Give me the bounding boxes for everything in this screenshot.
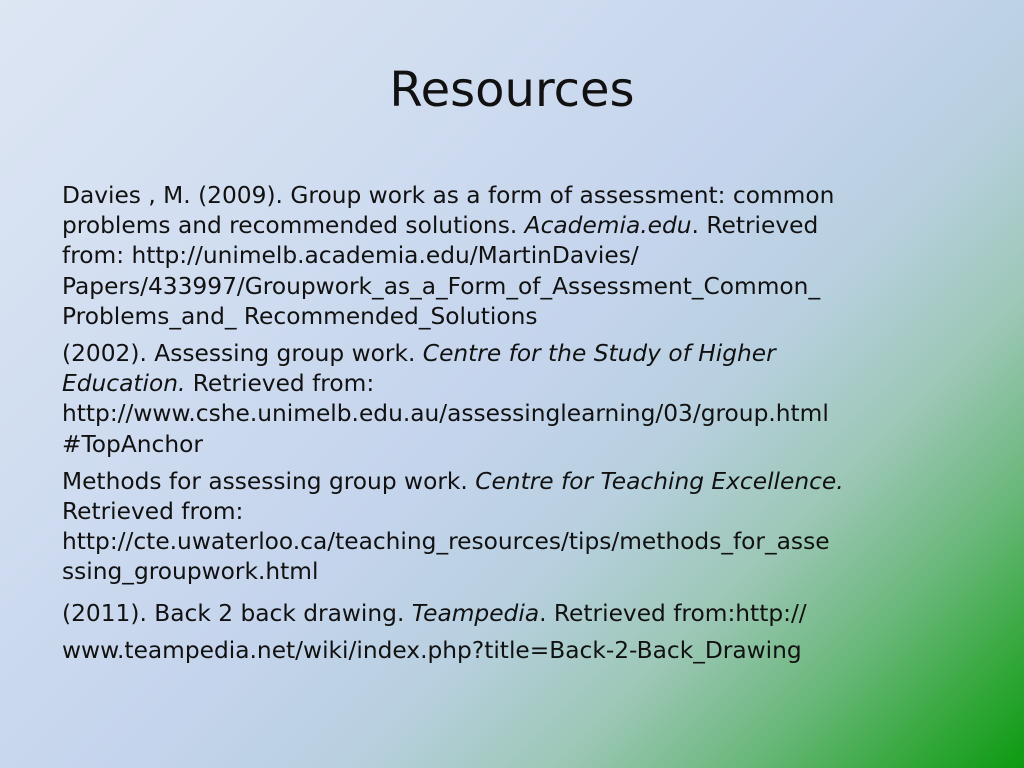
reference-uwaterloo: [62, 467, 972, 588]
reference-line: [62, 241, 972, 271]
reference-text: (2002). Assessing group work.: [62, 340, 423, 368]
reference-cshe: [62, 339, 972, 460]
reference-line: [62, 302, 972, 332]
reference-text: (2011). Back 2 back drawing.: [62, 599, 412, 627]
reference-line: [62, 527, 972, 557]
reference-source-title: Academia.edu: [524, 212, 692, 240]
reference-url: #TopAnchor: [62, 430, 203, 458]
references-list: [62, 181, 972, 676]
reference-line: [62, 430, 972, 460]
reference-text: . Retrieved: [691, 212, 819, 240]
reference-line: [62, 369, 972, 399]
reference-line: [62, 211, 972, 241]
reference-source-title: Centre for the Study of Higher: [422, 340, 776, 368]
reference-text: Methods for assessing group work.: [62, 467, 476, 495]
reference-url: Problems_and_ Recommended_Solutions: [62, 302, 538, 330]
reference-line: [62, 181, 972, 211]
reference-line: [62, 399, 972, 429]
reference-line: [62, 557, 972, 587]
reference-line: [62, 497, 972, 527]
reference-text: problems and recommended solutions.: [62, 212, 525, 240]
reference-url: Papers/433997/Groupwork_as_a_Form_of_Assessment_Common_: [62, 272, 821, 300]
reference-source-title: Centre for Teaching Excellence.: [475, 467, 844, 495]
reference-line: [62, 272, 972, 302]
slide-title: Resources: [389, 62, 635, 118]
reference-teampedia: [62, 595, 972, 669]
reference-line: [62, 467, 972, 497]
reference-url: http://cte.uwaterloo.ca/teaching_resources/tips/methods_for_asse: [62, 528, 830, 556]
reference-line: [62, 632, 972, 669]
reference-url: ssing_groupwork.html: [62, 558, 319, 586]
reference-url: http://www.cshe.unimelb.edu.au/assessinglearning/03/group.html: [62, 400, 829, 428]
reference-text: Retrieved from:: [62, 498, 244, 526]
reference-text: Davies , M. (2009). Group work as a form of assessment: common: [62, 182, 835, 209]
reference-line: [62, 339, 972, 369]
reference-text: Retrieved from:: [185, 370, 375, 398]
reference-source-title: Education.: [62, 370, 186, 398]
reference-line: [62, 595, 972, 632]
reference-text: . Retrieved from:http://: [539, 599, 807, 627]
reference-source-title: Teampedia: [411, 599, 540, 627]
reference-url: www.teampedia.net/wiki/index.php?title=Back-2-Back_Drawing: [62, 636, 802, 664]
reference-davies: [62, 181, 972, 332]
reference-url: from: http://unimelb.academia.edu/MartinDavies/: [62, 242, 639, 270]
